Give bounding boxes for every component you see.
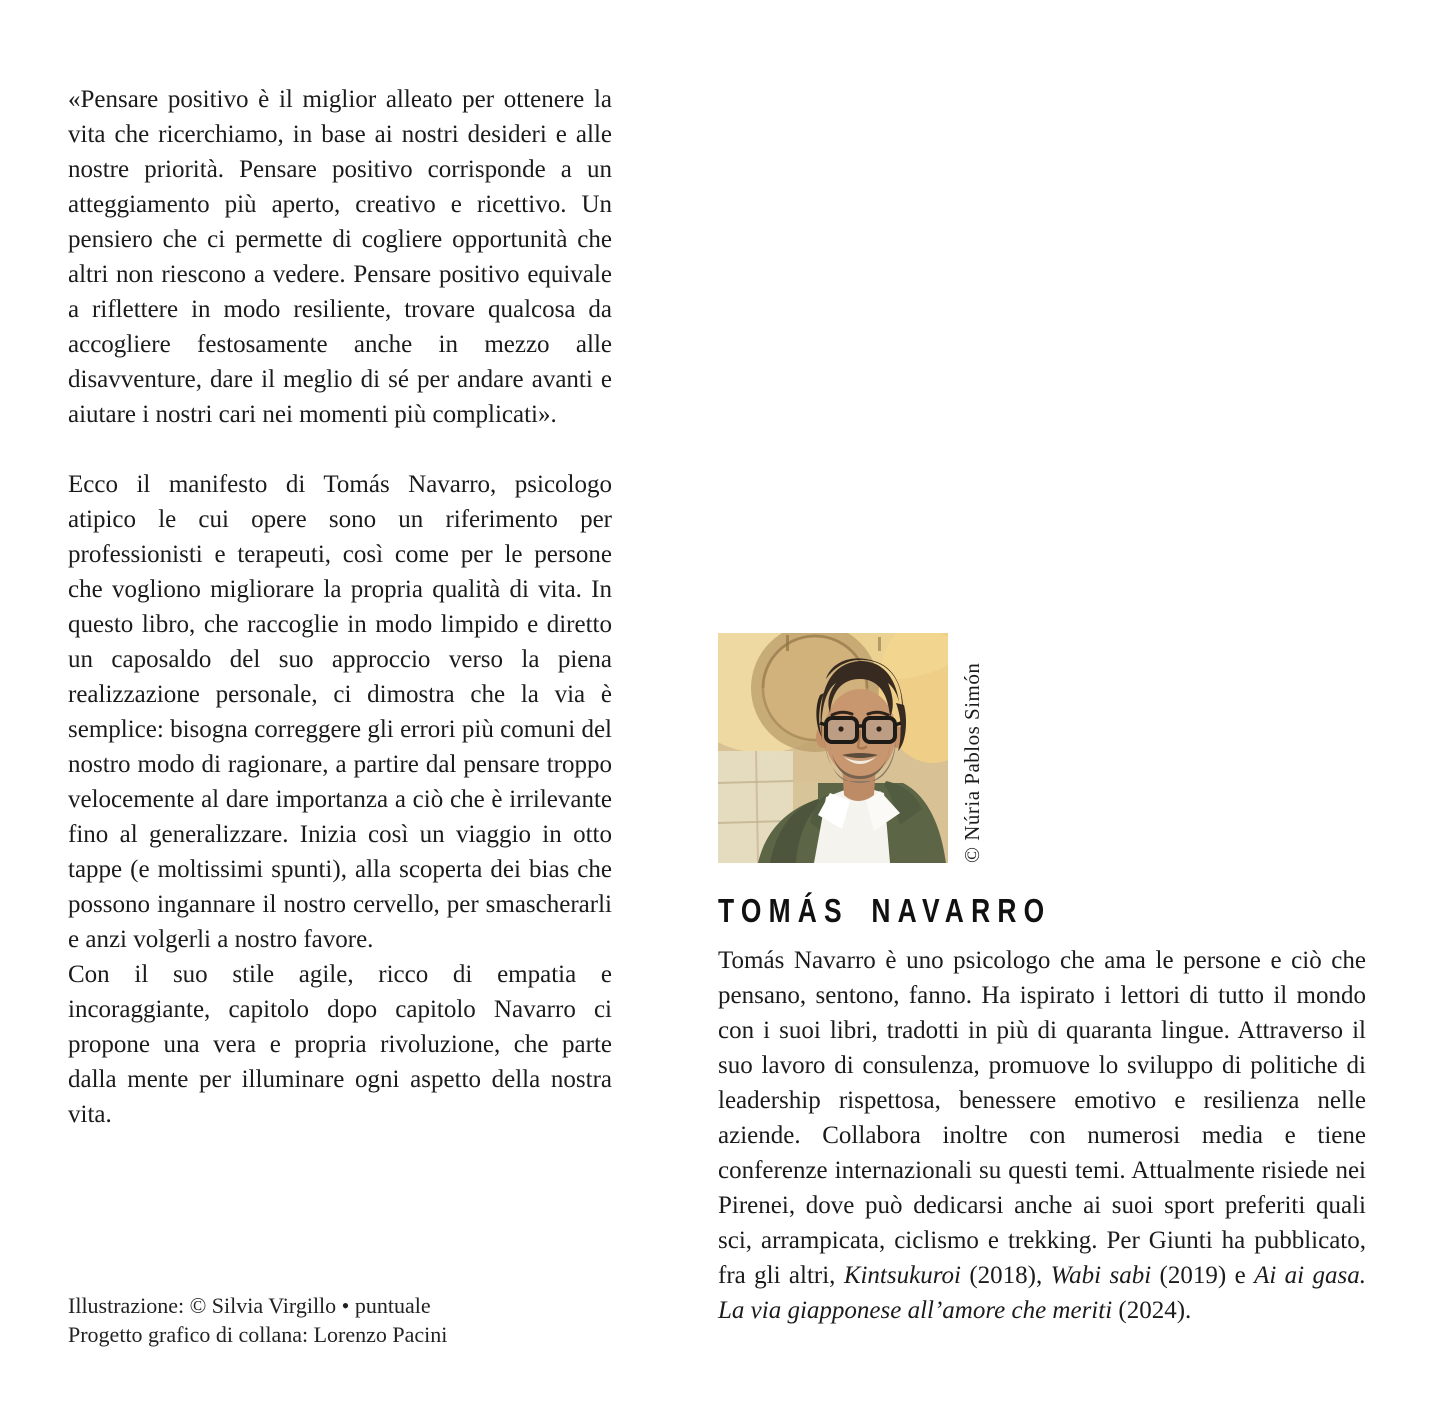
left-column: [68, 0, 612, 1421]
description-paragraph-2: Con il suo stile agile, ricco di empatia e incoraggiante, capitolo dopo capitolo Navarro ci propone una vera e propria rivoluzione, che parte dalla mente per illuminare ogni aspetto della nostra vita.: [68, 961, 612, 1128]
author-name: [718, 893, 1366, 929]
bio-text-segment: (2019) e: [1151, 1262, 1255, 1289]
author-bio: [718, 943, 1366, 1328]
bio-text-segment: (2018),: [960, 1262, 1051, 1289]
illustration-credit: Illustrazione: © Silvia Virgillo • puntuale: [68, 1293, 431, 1318]
bio-text-segment: (2024).: [1112, 1297, 1192, 1324]
author-photo: [718, 633, 948, 863]
quote-paragraph: «Pensare positivo è il miglior alleato per ottenere la vita che ricerchiamo, in base ai nostri desideri e alle nostre priorità. Pensare positivo corrisponde a un atteggiamento più aperto, creativo e ricettivo. Un pensiero che ci permette di cogliere opportunità che altri non riescono a vedere. Pensare positivo equivale a riflettere in modo resiliente, trovare qualcosa da accogliere festosamente anche in mezzo alle disavventure, dare il meglio di sé per andare avanti e aiutare i nostri cari nei momenti più complicati».: [68, 86, 612, 428]
book-title-kintsukuroi: Kintsukuroi: [843, 1262, 961, 1289]
book-title-ai-ai-gasa: Ai ai gasa. La via giapponese all’amore che meriti: [718, 1262, 1366, 1324]
credits-block: [68, 1291, 612, 1349]
design-credit: Progetto grafico di collana: Lorenzo Pacini: [68, 1322, 448, 1347]
right-column: [718, 633, 1366, 1328]
bio-text-segment: Tomás Navarro è uno psicologo che ama le persone e ciò che pensano, sentono, fanno. Ha ispirato i lettori di tutto il mondo con i suoi libri, tradotti in più di quaranta lingue. Attraverso il suo lavoro di consulenza, promuove lo sviluppo di politiche di leadership rispettosa, benessere emotivo e resilienza nelle aziende. Collabora inoltre con numerosi media e tiene conferenze internazionali su questi temi. Attualmente risiede nei Pirenei, dove può dedicarsi anche ai suoi sport preferiti quali sci, arrampicata, ciclismo e trekking. Per Giunti ha pubblicato, fra gli altri,: [718, 947, 1366, 1289]
author-name-text: TOMÁS NAVARRO: [718, 892, 1052, 929]
description-paragraph-1: Ecco il manifesto di Tomás Navarro, psicologo atipico le cui opere sono un riferimento per professionisti e terapeuti, così come per le persone che vogliono migliorare la propria qualità di vita. In questo libro, che raccoglie in modo limpido e diretto un caposaldo del suo approccio verso la piena realizzazione personale, ci dimostra che la via è semplice: bisogna correggere gli errori più comuni del nostro modo di ragionare, a partire dal pensare troppo velocemente al dare importanza a ciò che è irrilevante fino al generalizzare. Inizia così un viaggio in otto tappe (e moltissimi spunti), alla scoperta dei bias che possono ingannare il nostro cervello, per smascherarli e anzi volgerli a nostro favore.: [68, 471, 612, 953]
photo-credit: © Núria Pablos Simón: [960, 662, 984, 863]
book-title-wabi-sabi: Wabi sabi: [1050, 1262, 1152, 1289]
